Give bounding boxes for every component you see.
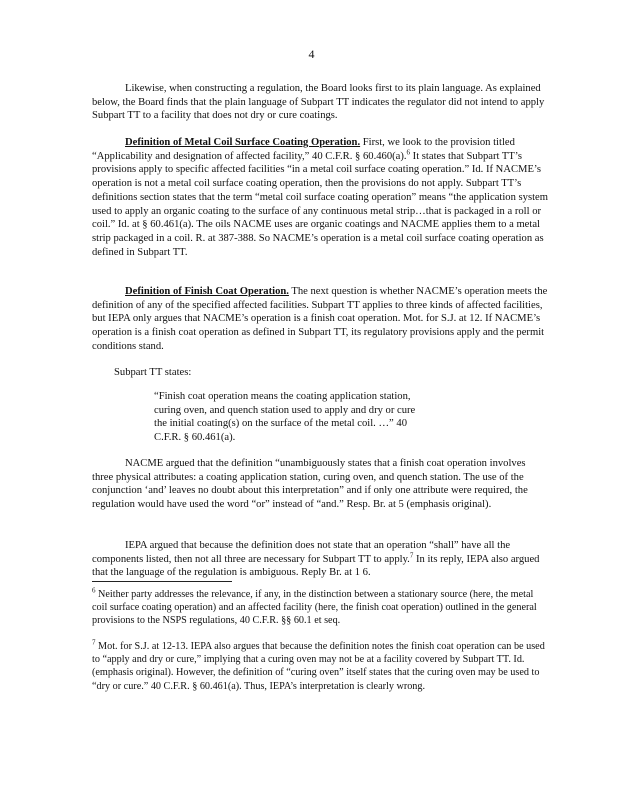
footnote-reference[interactable]: 7 — [409, 551, 414, 560]
footnote-text: Mot. for S.J. at 12-13. IEPA also argues that because the definition notes the finish coat operation can be used to “apply and dry or cure,” implying that a curing oven may not be at a facility covered by Subpart TT. Id. (emphasis original). However, the definition of “curing oven” itself states that the curing oven may be used to “dry or cure.” 40 C.F.R. § 60.461(a). Thus, IEPA’s interpretation is clearly wrong. — [92, 641, 545, 692]
paragraph-nacme-argument — [92, 457, 548, 512]
footnote-reference[interactable]: 6 — [406, 148, 411, 157]
block-quote — [92, 390, 548, 445]
page-number: 4 — [308, 47, 315, 61]
footnote-number: 7 — [92, 638, 96, 647]
footnote-7 — [92, 640, 548, 693]
paragraph-text: NACME argued that the definition “unambiguously states that a finish coat operation involves three physical attributes: a coating application station, curing oven, and quench station. The use of the conjunction ‘and’ leaves no doubt about this interpretation” and if only one attribute were required, the regulation would have used the word “or” instead of “and.” Resp. Br. at 5 (emphasis original). — [92, 458, 528, 511]
paragraph-text: The next question is whether NACME’s operation meets the definition of any of the specified affected facilities. Subpart TT applies to three kinds of affected facilities, but IEPA only argues that NACME’s operation is a finish coat operation. Mot. for S.J. at 12. If NACME’s operation is a finish coat operation as defined in Subpart TT, its regulatory provisions apply and the permit conditions stand. — [92, 286, 548, 352]
paragraph-plain-language — [92, 82, 548, 123]
paragraph-iepa-argument — [92, 539, 548, 580]
paragraph-text: IEPA argued that because the definition does not state that an operation “shall” have all the components listed, then not all three are necessary for Subpart TT to apply. — [92, 540, 511, 565]
paragraph-finish-coat-definition — [92, 285, 548, 354]
footnote-divider — [92, 581, 232, 582]
paragraph-text: Likewise, when constructing a regulation, the Board looks first to its plain language. As explained below, the Board finds that the plain language of Subpart TT indicates the regulator did not intend to apply Subpart TT to a facility that does not dry or cure coatings. — [92, 83, 545, 122]
paragraph-subpart-states — [92, 366, 548, 380]
footnote-text: Neither party addresses the relevance, if any, in the distinction between a stationary source (here, the metal coil surface coating operation) and an affected facility (here, the finish coat operation) outlined in the general provisions to the NSPS regulations, 40 C.F.R. §§ 60.1 et seq. — [92, 589, 537, 627]
paragraph-text: Subpart TT states: — [114, 367, 192, 378]
section-heading: Definition of Finish Coat Operation. — [125, 286, 289, 297]
paragraph-text: First, we look to the provision titled “Applicability and designation of affected facility,” 40 C.F.R. § 60.460(a). — [92, 137, 515, 162]
section-heading: Definition of Metal Coil Surface Coating Operation. — [125, 137, 361, 148]
paragraph-text: In its reply, IEPA also argued that the language of the regulation is ambiguous. Reply Br. at 1 6. — [92, 553, 540, 579]
paragraph-text: It states that Subpart TT’s provisions apply to specific affected facilities “in a metal coil surface coating operation.” Id. If NACME’s operation is not a metal coil surface coating operation, then the provisions do not apply. Subpart TT’s definitions section states that the term “metal coil surface coating operation” means “the application system used to apply an organic coating to the surface of any continuous metal strip…that is packaged in a roll or coil.” Id. at § 60.461(a). The oils NACME uses are organic coatings and NACME applies them to a metal strip packaged in a coil. R. at 387-388. So NACME’s operation is a metal coil surface coating operation as defined in Subpart TT. — [92, 150, 548, 258]
footnote-number: 6 — [92, 586, 96, 595]
paragraph-metal-coil-definition — [92, 136, 548, 259]
footnote-6 — [92, 588, 548, 628]
quote-text: “Finish coat operation means the coating application station, curing oven, and quench station used to apply and dry or cure the initial coating(s) on the surface of the metal coil. …” 40 C.F.R. § 60.461(a). — [154, 391, 416, 444]
